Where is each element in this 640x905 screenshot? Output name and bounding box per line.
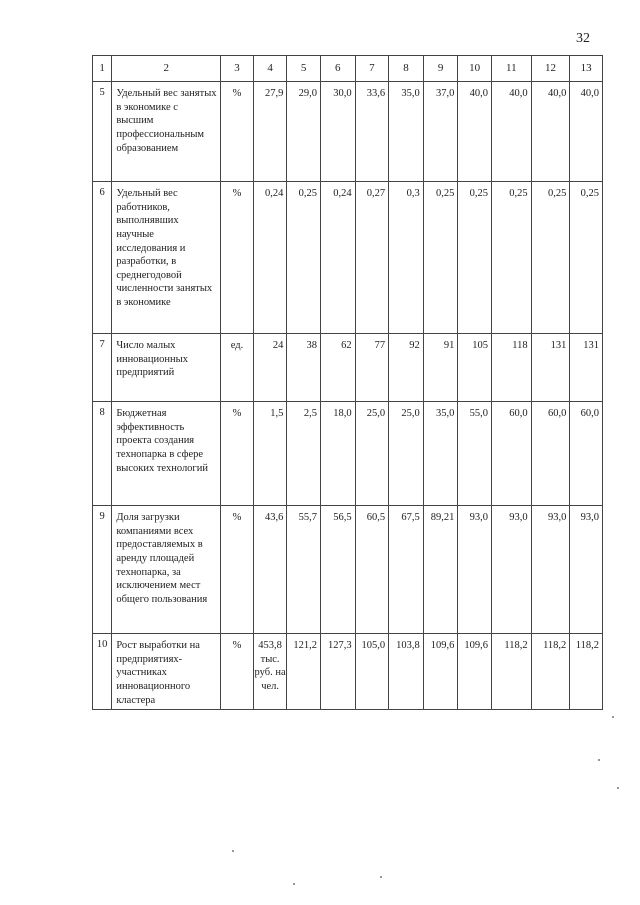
column-header: 3 [221, 56, 254, 82]
unit-cell: % [221, 82, 254, 182]
value-cell: 60,5 [355, 506, 389, 634]
unit-cell: % [221, 506, 254, 634]
value-cell: 109,6 [458, 634, 492, 710]
value-cell: 77 [355, 334, 389, 402]
value-cell: 38 [287, 334, 321, 402]
value-cell: 27,9 [253, 82, 287, 182]
unit-cell: % [221, 182, 254, 334]
value-cell: 118,2 [491, 634, 531, 710]
value-cell: 105,0 [355, 634, 389, 710]
page-number: 32 [576, 31, 590, 46]
value-cell: 40,0 [458, 82, 492, 182]
value-cell: 93,0 [458, 506, 492, 634]
value-cell: 91 [423, 334, 458, 402]
indicators-table [92, 55, 603, 710]
column-header: 6 [320, 56, 355, 82]
column-header: 9 [423, 56, 458, 82]
value-cell: 0,25 [423, 182, 458, 334]
value-cell: 92 [389, 334, 424, 402]
table-row [93, 506, 603, 634]
value-cell: 1,5 [253, 402, 287, 506]
table-header-row [93, 56, 603, 82]
value-cell: 2,5 [287, 402, 321, 506]
value-cell: 33,6 [355, 82, 389, 182]
table-row [93, 634, 603, 710]
row-number: 5 [93, 82, 112, 182]
value-cell: 29,0 [287, 82, 321, 182]
value-cell: 0,25 [531, 182, 570, 334]
value-cell: 131 [531, 334, 570, 402]
column-header: 4 [253, 56, 287, 82]
row-number: 8 [93, 402, 112, 506]
value-cell: 25,0 [389, 402, 424, 506]
value-cell: 18,0 [320, 402, 355, 506]
value-cell: 30,0 [320, 82, 355, 182]
indicator-name: Число малых инновационных предприятий [112, 334, 221, 402]
scan-speck [598, 759, 600, 761]
value-cell: 0,27 [355, 182, 389, 334]
column-header: 11 [491, 56, 531, 82]
scan-speck [293, 883, 295, 885]
value-cell: 55,0 [458, 402, 492, 506]
value-cell: 56,5 [320, 506, 355, 634]
column-header: 5 [287, 56, 321, 82]
row-number: 10 [93, 634, 112, 710]
value-cell: 55,7 [287, 506, 321, 634]
scan-speck [617, 787, 619, 789]
scan-speck [232, 850, 234, 852]
value-cell: 93,0 [531, 506, 570, 634]
value-cell: 40,0 [570, 82, 603, 182]
table-row [93, 182, 603, 334]
indicator-name: Удельный вес работников, выполнявших научные исследования и разработки, в среднегодовой численности занятых в экономике [112, 182, 221, 334]
unit-cell: ед. [221, 334, 254, 402]
value-cell: 118,2 [531, 634, 570, 710]
value-cell: 40,0 [531, 82, 570, 182]
value-cell: 105 [458, 334, 492, 402]
value-cell: 60,0 [531, 402, 570, 506]
value-cell: 60,0 [491, 402, 531, 506]
column-header: 13 [570, 56, 603, 82]
value-cell: 453,8 тыс. руб. на чел. [253, 634, 287, 710]
value-cell: 0,25 [287, 182, 321, 334]
unit-cell: % [221, 402, 254, 506]
indicator-name: Бюджетная эффективность проекта создания технопарка в сфере высоких технологий [112, 402, 221, 506]
column-header: 10 [458, 56, 492, 82]
indicator-name: Доля загрузки компаниями всех предоставляемых в аренду площадей технопарка, за исключением мест общего пользования [112, 506, 221, 634]
value-cell: 43,6 [253, 506, 287, 634]
value-cell: 35,0 [423, 402, 458, 506]
value-cell: 25,0 [355, 402, 389, 506]
scan-speck [612, 716, 614, 718]
value-cell: 37,0 [423, 82, 458, 182]
value-cell: 93,0 [491, 506, 531, 634]
value-cell: 0,3 [389, 182, 424, 334]
value-cell: 0,25 [458, 182, 492, 334]
table-row [93, 402, 603, 506]
value-cell: 118,2 [570, 634, 603, 710]
row-number: 6 [93, 182, 112, 334]
value-cell: 89,21 [423, 506, 458, 634]
indicator-name: Удельный вес занятых в экономике с высшим профессиональным образованием [112, 82, 221, 182]
value-cell: 62 [320, 334, 355, 402]
value-cell: 35,0 [389, 82, 424, 182]
value-cell: 0,24 [320, 182, 355, 334]
value-cell: 0,25 [491, 182, 531, 334]
table-row [93, 334, 603, 402]
table-row [93, 82, 603, 182]
value-cell: 24 [253, 334, 287, 402]
column-header: 2 [112, 56, 221, 82]
value-cell: 40,0 [491, 82, 531, 182]
indicator-name: Рост выработки на предприятиях-участниках инновационного кластера [112, 634, 221, 710]
value-cell: 67,5 [389, 506, 424, 634]
value-cell: 103,8 [389, 634, 424, 710]
value-cell: 118 [491, 334, 531, 402]
column-header: 1 [93, 56, 112, 82]
value-cell: 60,0 [570, 402, 603, 506]
value-cell: 93,0 [570, 506, 603, 634]
value-cell: 109,6 [423, 634, 458, 710]
row-number: 9 [93, 506, 112, 634]
column-header: 7 [355, 56, 389, 82]
unit-cell: % [221, 634, 254, 710]
scan-speck [380, 876, 382, 878]
value-cell: 127,3 [320, 634, 355, 710]
row-number: 7 [93, 334, 112, 402]
value-cell: 131 [570, 334, 603, 402]
value-cell: 0,25 [570, 182, 603, 334]
value-cell: 0,24 [253, 182, 287, 334]
value-cell: 121,2 [287, 634, 321, 710]
column-header: 12 [531, 56, 570, 82]
column-header: 8 [389, 56, 424, 82]
